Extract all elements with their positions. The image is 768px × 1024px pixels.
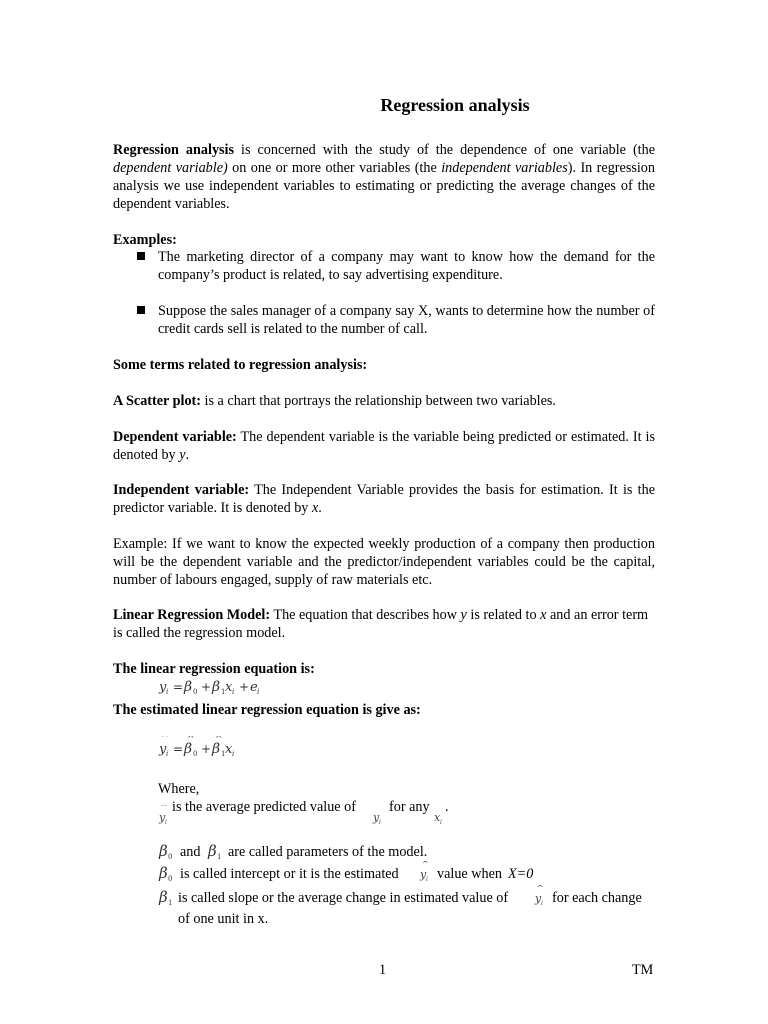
svg-text:^: ^ <box>187 736 195 745</box>
svg-text:^: ^ <box>161 736 169 744</box>
intercept-text-2: value when <box>437 866 503 882</box>
scatter-label: A Scatter plot: <box>113 393 201 409</box>
independent-symbol: x <box>311 500 319 516</box>
svg-text:+: + <box>239 680 250 694</box>
svg-text:0: 0 <box>168 875 173 883</box>
bullet-icon <box>137 306 145 314</box>
svg-text:i: i <box>379 819 381 826</box>
independent-text: The Independent Variable provides the basis for estimation. It is the predictor variable. It is denoted by <box>113 482 655 516</box>
svg-text:i: i <box>166 750 169 758</box>
svg-text:i: i <box>232 750 235 758</box>
intro-text-1: is concerned with the study of the dependence of one variable (the <box>234 142 656 158</box>
page-title: Regression analysis <box>380 95 530 115</box>
independent-definition <box>113 481 655 517</box>
avg-text-1: is the average predicted value of <box>172 799 356 815</box>
beta-1-symbol <box>158 886 178 913</box>
svg-text:β: β <box>159 864 168 882</box>
dependent-end: . <box>185 447 190 463</box>
intro-italic-2: independent variables <box>441 160 568 176</box>
svg-text:y: y <box>159 811 166 824</box>
linear-equation-graphic <box>158 677 278 697</box>
svg-text:i: i <box>232 688 235 696</box>
svg-text:y: y <box>420 868 427 881</box>
svg-text:β: β <box>212 679 221 695</box>
slope-text-2: for each change <box>552 890 642 906</box>
beta-0-symbol <box>158 862 178 889</box>
svg-text:1: 1 <box>221 688 226 696</box>
svg-text:1: 1 <box>221 750 226 758</box>
svg-text:0: 0 <box>193 688 198 696</box>
intercept-text: is called intercept or it is the estimated <box>180 866 399 882</box>
svg-text:^: ^ <box>422 861 429 869</box>
author-initials: TM <box>632 962 654 978</box>
avg-text-2: for any <box>389 799 430 815</box>
svg-text:y: y <box>159 680 167 695</box>
linear-model-y: y <box>460 607 467 623</box>
estimated-eq-heading: The estimated linear regression equation is give as: <box>113 702 421 718</box>
linear-model-text-1: The equation that describes how <box>270 607 461 623</box>
dependent-text: The dependent variable is the variable being predicted or estimated. It is denoted by <box>113 429 655 463</box>
page-number: 1 <box>379 962 387 978</box>
svg-text:y: y <box>373 811 380 824</box>
where-label: Where, <box>158 781 200 797</box>
avg-text-3: . <box>445 799 449 815</box>
svg-text:1: 1 <box>168 899 173 907</box>
svg-text:^: ^ <box>537 885 544 893</box>
svg-text:x: x <box>225 742 233 757</box>
svg-text:i: i <box>166 688 169 696</box>
svg-text:+: + <box>201 742 212 756</box>
svg-text:y: y <box>535 892 542 905</box>
dependent-label: Dependent variable: <box>113 429 237 445</box>
intro-italic-1: dependent variable) <box>113 160 228 176</box>
linear-regression-equation <box>158 677 278 702</box>
svg-text:β: β <box>159 888 168 906</box>
intro-text-3: ). In regression analysis we use independent variables to estimating or predicting the average changes of the dependent variables. <box>113 160 655 212</box>
svg-text:1: 1 <box>217 853 222 861</box>
svg-text:0: 0 <box>193 750 198 758</box>
scatter-text: is a chart that portrays the relationship between two variables. <box>201 393 556 409</box>
estimated-equation-graphic <box>158 736 258 760</box>
intro-text-2: on one or more other variables (the <box>227 160 442 176</box>
independent-end: . <box>318 500 322 516</box>
intercept-condition: X=0 <box>508 866 534 882</box>
params-text: are called parameters of the model. <box>228 844 428 860</box>
linear-eq-heading: The linear regression equation is: <box>113 661 315 677</box>
scatter-definition <box>113 392 655 410</box>
linear-model-definition <box>113 606 661 642</box>
linear-model-text-3: and an error term is called the regression model. <box>113 607 649 641</box>
svg-text:i: i <box>440 819 442 826</box>
beta-1-symbol <box>207 840 227 867</box>
params-and: and <box>180 844 201 860</box>
linear-model-x: x <box>540 607 547 623</box>
example-item-1: The marketing director of a company may want to know how the demand for the company’s product is related, to say advertising expenditure. <box>158 249 655 283</box>
svg-text:x: x <box>434 811 441 824</box>
svg-text:^: ^ <box>161 805 168 812</box>
intro-lead: Regression analysis <box>113 142 235 158</box>
svg-text:β: β <box>208 842 217 860</box>
example-paragraph: Example: If we want to know the expected weekly production of a company then production will be the dependent variable and the predictor/independent variables could be the capital, number of labours engaged, supply of raw materials etc. <box>113 536 655 588</box>
dependent-definition <box>113 428 655 464</box>
svg-text:β: β <box>184 741 193 757</box>
examples-heading: Examples: <box>113 232 177 248</box>
svg-text:β: β <box>212 741 221 757</box>
svg-text:β: β <box>184 679 193 695</box>
y-i-symbol <box>372 807 388 832</box>
intro-paragraph <box>113 141 655 213</box>
svg-text:i: i <box>541 900 543 907</box>
svg-text:y: y <box>159 742 167 757</box>
svg-text:=: = <box>173 680 184 694</box>
svg-text:+: + <box>201 680 212 694</box>
svg-text:i: i <box>426 876 428 883</box>
independent-label: Independent variable: <box>113 482 250 498</box>
svg-text:e: e <box>250 680 258 695</box>
svg-text:β: β <box>159 842 168 860</box>
dependent-symbol: y <box>179 447 186 463</box>
terms-heading: Some terms related to regression analysis: <box>113 357 368 373</box>
svg-text:x: x <box>225 680 233 695</box>
y-hat-symbol <box>419 861 435 888</box>
slope-continuation: of one unit in x. <box>178 911 269 927</box>
y-hat-symbol <box>534 885 550 912</box>
svg-text:i: i <box>165 819 167 826</box>
svg-text:i: i <box>257 688 260 696</box>
slope-text: is called slope or the average change in estimated value of <box>178 890 509 906</box>
svg-text:^: ^ <box>215 736 223 745</box>
estimated-regression-equation <box>158 736 258 765</box>
bullet-icon <box>137 252 145 260</box>
linear-model-label: Linear Regression Model: <box>113 607 271 623</box>
svg-text:=: = <box>173 742 184 756</box>
example-item-2: Suppose the sales manager of a company say X, wants to determine how the number of credit cards sell is related to the number of call. <box>158 303 655 337</box>
svg-text:0: 0 <box>168 853 173 861</box>
linear-model-text-2: is related to <box>466 607 541 623</box>
